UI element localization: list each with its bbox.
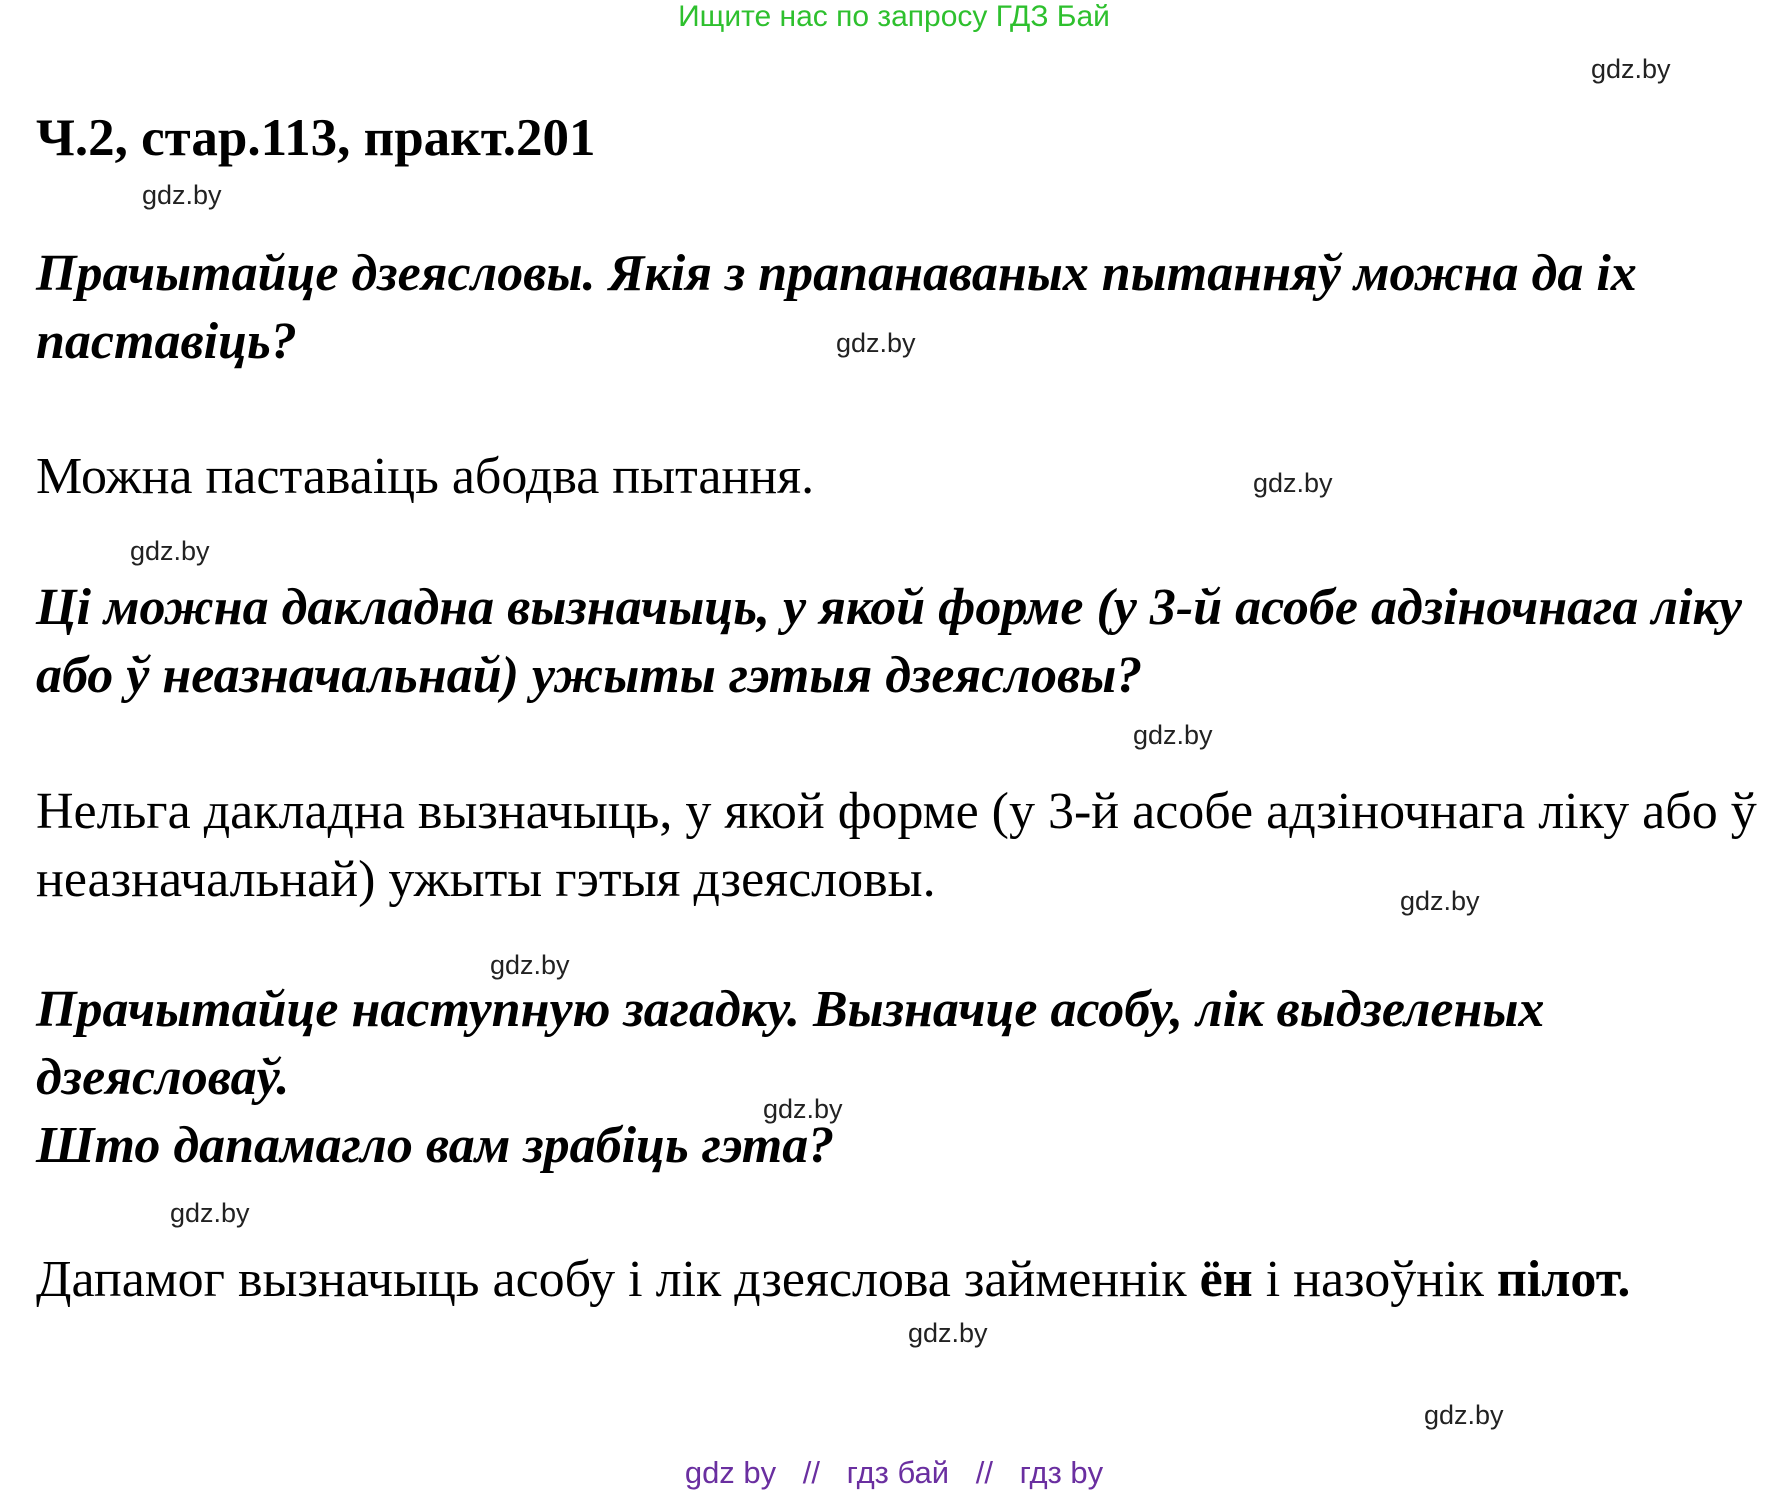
answer-3-text-middle: і назоўнік — [1252, 1251, 1497, 1308]
watermark: gdz.by — [1424, 1400, 1504, 1430]
watermark: gdz.by — [142, 180, 222, 210]
page-title: Ч.2, стар.113, практ.201 — [36, 109, 596, 167]
answer-3 — [36, 1246, 1776, 1314]
watermark: gdz.by — [490, 950, 570, 980]
footer-separator: // — [975, 1455, 993, 1490]
answer-2: Нельга дакладна вызначыць, у якой форме (у 3-й асобе адзіночнага ліку або ў неазначальнай) ужыты гэтыя дзеясловы. — [36, 783, 1757, 908]
footer-links — [0, 1455, 1788, 1491]
watermark: gdz.by — [1253, 468, 1333, 498]
top-banner[interactable] — [0, 0, 1788, 34]
footer-separator: // — [802, 1455, 821, 1490]
question-3-line2: Што дапамагло вам зрабіць гэта? — [36, 1117, 835, 1174]
answer-3-bold-pronoun: ён — [1199, 1251, 1253, 1308]
question-3-line1: Прачытайце наступную загадку. Вызначце асобу, лік выдзеленых дзеясловаў. — [36, 981, 1545, 1106]
question-2: Ці можна дакладна вызначыць, у якой форме (у 3-й асобе адзіночнага ліку або ў неазначальнай) ужыты гэтыя дзеясловы? — [36, 579, 1742, 704]
footer-link-gdz-by[interactable]: gdz by — [684, 1455, 777, 1490]
footer-link-gdz-bai[interactable]: гдз бай — [846, 1455, 950, 1490]
banner-text[interactable]: Ищите нас по запросу ГДЗ Бай — [678, 0, 1110, 33]
watermark: gdz.by — [130, 536, 210, 566]
watermark: gdz.by — [170, 1198, 250, 1228]
answer-1: Можна паставаіць абодва пытання. — [36, 448, 815, 505]
watermark: gdz.by — [763, 1094, 843, 1124]
answer-3-bold-noun: пілот. — [1496, 1251, 1631, 1308]
watermark: gdz.by — [908, 1318, 988, 1348]
watermark: gdz.by — [1591, 54, 1671, 84]
watermark: gdz.by — [1133, 720, 1213, 750]
footer-link-gdz-by-cyr[interactable]: гдз by — [1019, 1455, 1104, 1490]
watermark: gdz.by — [836, 328, 916, 358]
question-3 — [36, 976, 1776, 1180]
answer-3-text-before: Дапамог вызначыць асобу і лік дзеяслова займеннік — [36, 1251, 1200, 1308]
question-1: Прачытайце дзеясловы. Якія з прапанаваных пытанняў можна да іх паставіць? — [36, 245, 1637, 370]
watermark: gdz.by — [1400, 886, 1480, 916]
